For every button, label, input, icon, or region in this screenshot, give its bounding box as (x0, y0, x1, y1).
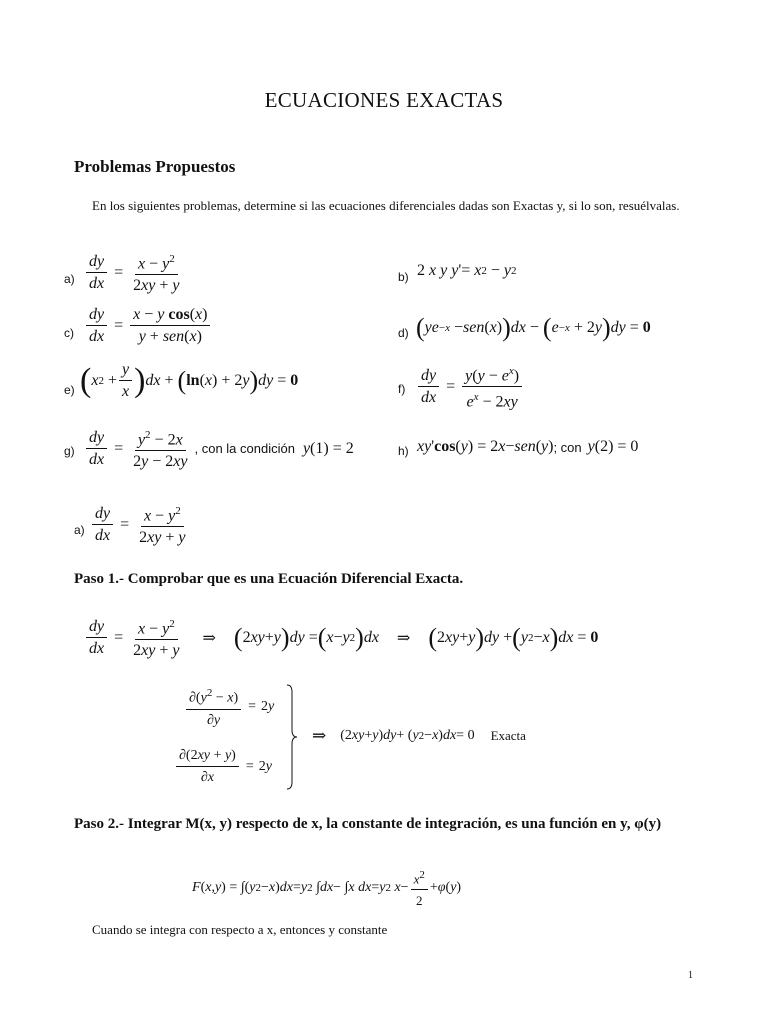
equation-b: 2 x y y '= x 2 − y 2 (417, 262, 517, 279)
label-h: h) (398, 444, 409, 458)
label-b: b) (398, 270, 409, 284)
right-brace (286, 684, 298, 790)
section-heading: Problemas Propuestos (74, 157, 236, 176)
exacta-label: Exacta (490, 728, 526, 743)
partial-dM-dy: $\frac{\partial(y^2 - x)}{\partial y}$ = 2 y (184, 684, 274, 730)
step2-integral: F ( x , y ) = ∫( y 2 − x ) dx = y 2 ∫ dx − ∫ x dx = y 2 x − $\frac{x^2}{2}$ + φ ( y ) (192, 866, 461, 910)
equation-h: xy ' cos ( y ) = 2 x − sen ( y ) ; con y(2) = 0 (417, 438, 639, 455)
label-d: d) (398, 326, 409, 340)
partial-dN-dx: $\frac{\partial(2xy + y)}{\partial x}$ = 2 y (174, 746, 272, 787)
page-title: ECUACIONES EXACTAS (264, 88, 504, 112)
step1-heading: Paso 1.- Comprobar que es una Ecuación Diferencial Exacta. (74, 571, 464, 587)
equation-f: $\frac{dy}{dx}$ = $\frac{y(y - e^x)}{e^x - 2xy}$ (416, 362, 524, 412)
equation-g: $\frac{dy}{dx}$ = $\frac{y^2 - 2x}{2y - 2xy}$ , con la condición y(1) = 2 (84, 426, 354, 471)
condition-h-text: ; con (553, 439, 582, 455)
equation-c: $\frac{dy}{dx}$ = $\frac{\text{x − y cos(x)}}{\text{y + sen(x)}}$ (84, 305, 212, 346)
page-number: 1 (688, 970, 693, 981)
label-f: f) (398, 382, 406, 396)
label-a-example: a) (74, 523, 85, 537)
label-a: a) (64, 272, 75, 286)
step1-equation: $\frac{dy}{dx}$ = $\frac{x - y^2}{2xy + y}$ ⇒ ( 2 xy + y ) dy = ( x − y 2 ) dx ⇒ ( 2 xy + y ) dy + ( y 2 − x ) dx = 0 (84, 615, 598, 660)
equation-a-example: $\frac{dy}{dx}$ = $\frac{x - y^2}{2xy + y}$ (90, 502, 190, 547)
condition-g-text: , con la condición (194, 441, 295, 457)
exact-check-equation: ⇒ (2 xy + y ) dy + ( y 2 − x ) dx = 0 Exacta (312, 726, 526, 745)
label-c: c) (64, 326, 74, 340)
label-e: e) (64, 383, 75, 397)
step2-heading: Paso 2.- Integrar M(x, y) respecto de x, la constante de integración, es una función en y, φ(y) (74, 816, 662, 832)
intro-paragraph: En los siguientes problemas, determine si las ecuaciones diferenciales dadas son Exactas y, si lo son, resuélvalas. (92, 198, 680, 213)
note-text: Cuando se integra con respecto a x, entonces y constante (92, 922, 388, 937)
equation-e: ( x 2 + $\frac{y}{x}$ ) dx + ( ln ( x ) + 2 y ) dy = 0 (80, 361, 299, 400)
equation-d: ( ye −x − sen ( x ) ) dx − ( e −x + 2 y ) dy = 0 (416, 313, 651, 342)
equation-a: $\frac{dy}{dx}$ = $\frac{x - y^2}{2xy + y}$ (84, 250, 184, 295)
label-g: g) (64, 444, 75, 458)
